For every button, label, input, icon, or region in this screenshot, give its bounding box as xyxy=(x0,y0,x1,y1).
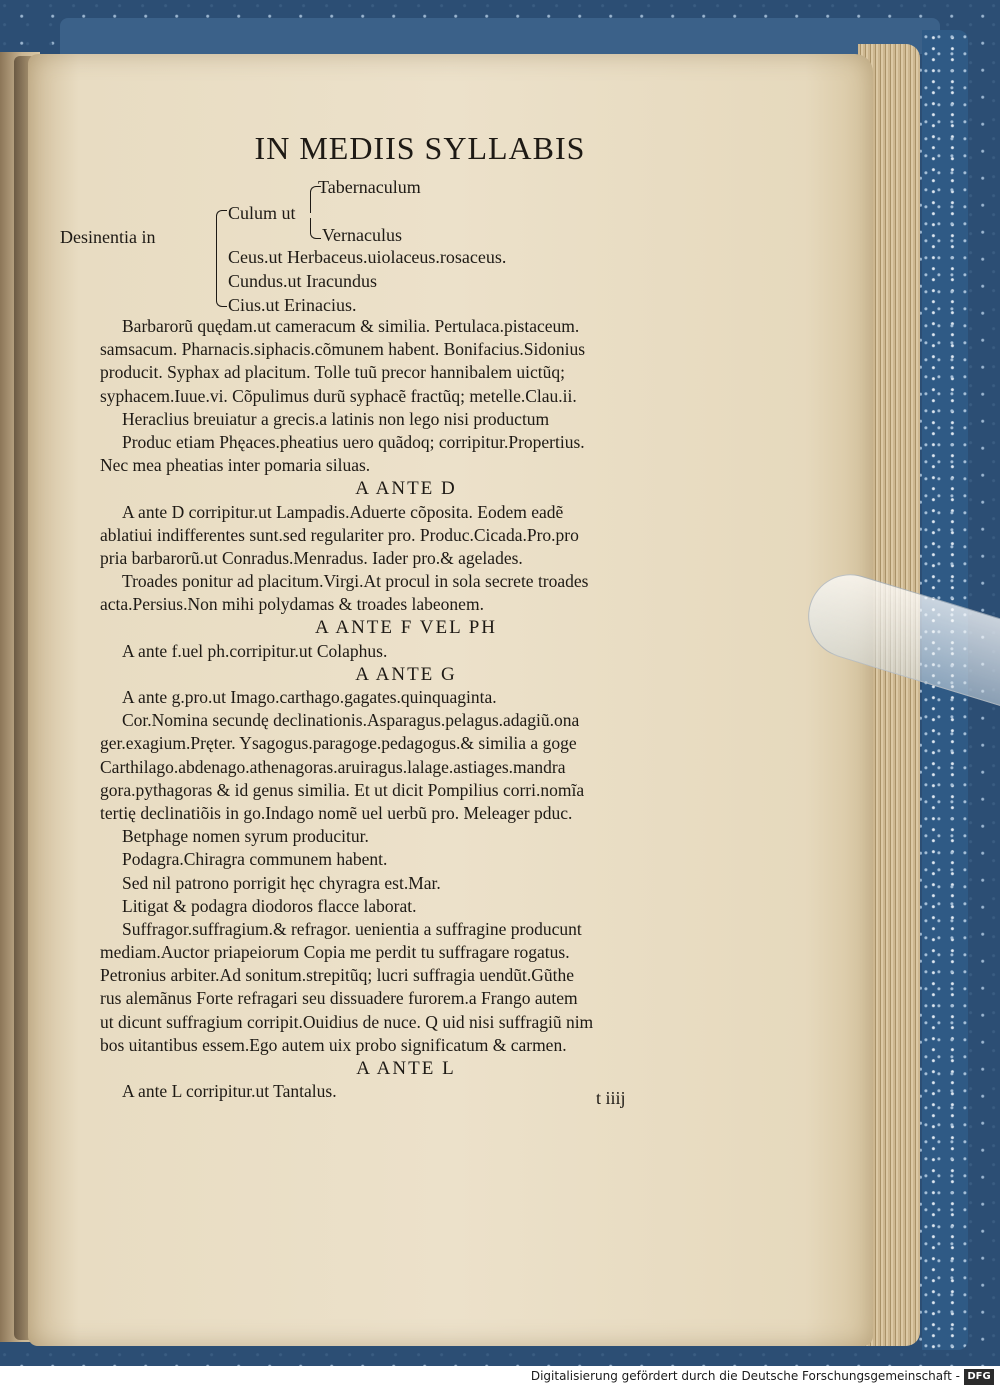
bracket-upper-top xyxy=(310,186,321,213)
footer-credit: Digitalisierung gefördert durch die Deutsche Forschungsgemeinschaft - xyxy=(530,1369,960,1383)
signature-mark: t iiij xyxy=(596,1088,626,1108)
text-line: Podagra.Chiragra communem habent. xyxy=(122,849,388,870)
text-line: A ante D corripitur.ut Lampadis.Aduerte cõposita. Eodem eadẽ xyxy=(122,501,564,522)
footer-bar xyxy=(0,1366,1000,1388)
text-line: Suffragor.suffragium.& refragor. uenientia a suffragine producunt xyxy=(122,918,582,939)
text-line: tertię declinatiõis in go.Indago nomẽ uel uerbũ pro. Meleager pduc. xyxy=(100,802,573,823)
section-heading: A ANTE L xyxy=(356,1058,456,1079)
bracket-main-bottom xyxy=(216,260,227,307)
text-line: pria barbarorũ.ut Conradus.Menradus. Iader pro.& agelades. xyxy=(100,547,523,568)
text-line: acta.Persius.Non mihi polydamas & troades labeonem. xyxy=(100,594,484,615)
text-line: Heraclius breuiatur a grecis.a latinis non lego nisi productum xyxy=(122,408,550,429)
text-line: Produc etiam Phęaces.pheatius uero quãdoq; corripitur.Propertius. xyxy=(122,431,585,452)
text-line: Troades ponitur ad placitum.Virgi.At procul in sola secrete troades xyxy=(122,571,589,592)
text-line: Petronius arbiter.Ad sonitum.strepitũq; lucri suffragia uendũt.Gũthe xyxy=(100,965,575,986)
text-line: Cor.Nomina secundę declinationis.Asparagus.pelagus.adagiũ.ona xyxy=(122,710,580,731)
scheme-root: Desinentia in xyxy=(60,227,156,247)
page-title: IN MEDIIS SYLLABIS xyxy=(254,130,586,166)
text-line: producit. Syphax ad placitum. Tolle tuũ precor hannibalem uictũq; xyxy=(100,362,566,383)
text-line: gora.pythagoras & id genus similia. Et ut dicit Pompilius corri.nomĩa xyxy=(100,779,585,800)
text-line: samsacum. Pharnacis.siphacis.cõmunem habent. Bonifacius.Sidonius xyxy=(100,339,586,360)
dfg-logo: DFG xyxy=(964,1369,994,1385)
text-line: rus alemãnus Forte refragari seu dissuadere furorem.a Frango autem xyxy=(100,988,578,1009)
text-line: Barbarorũ quędam.ut cameracum & similia. Pertulaca.pistaceum. xyxy=(122,316,580,336)
text-line: ablatiui indifferentes sunt.sed regulariter pro. Produc.Cicada.Pro.pro xyxy=(100,524,579,545)
text-line: Litigat & podagra diodoros flacce laborat. xyxy=(122,895,417,916)
text-line: A ante f.uel ph.corripitur.ut Colaphus. xyxy=(122,640,388,661)
text-line: Carthilago.abdenago.athenagoras.aruiragus.lalage.astiages.mandra xyxy=(100,756,566,777)
book-cover-top xyxy=(60,18,940,54)
section-heading: A ANTE D xyxy=(355,478,457,500)
scheme-vernaculus: Vernaculus xyxy=(322,225,402,245)
text-line: A ante L corripitur.ut Tantalus. xyxy=(122,1081,337,1102)
text-line: syphacem.Iuue.vi. Cõpulimus durũ syphacẽ fractũq; metelle.Clau.ii. xyxy=(100,385,577,406)
scheme-ceus: Ceus.ut Herbaceus.uiolaceus.rosaceus. xyxy=(228,247,507,267)
text-line: Nec mea pheatias inter pomaria siluas. xyxy=(100,455,371,476)
scheme-cundus: Cundus.ut Iracundus xyxy=(228,271,377,291)
bracket-main-top xyxy=(216,210,227,261)
section-heading: A ANTE G xyxy=(355,663,457,685)
scheme-cius: Cius.ut Erinacius. xyxy=(228,295,357,315)
bracket-upper-bottom xyxy=(310,218,321,239)
section-heading: A ANTE F VEL PH xyxy=(314,617,498,639)
body-text xyxy=(100,315,712,1103)
scheme-tabernaculum: Tabernaculum xyxy=(318,177,421,197)
text-line: mediam.Auctor priapeiorum Copia me perdit tu suffragare rogatus. xyxy=(100,942,570,963)
text-line: ut dicunt suffragium corripit.Ouidius de nuce. Q uid nisi suffragiũ nim xyxy=(100,1011,594,1032)
scheme-culum: Culum ut xyxy=(228,203,296,223)
text-line: Betphage nomen syrum producitur. xyxy=(122,826,369,847)
text-line: ger.exagium.Pręter. Ysagogus.paragoge.pedagogus.& similia a goge xyxy=(100,733,577,754)
text-line: Sed nil patrono porrigit hęc chyragra est.Mar. xyxy=(122,872,441,893)
text-line: A ante g.pro.ut Imago.carthago.gagates.quinquaginta. xyxy=(122,687,497,707)
page-text xyxy=(60,120,850,1120)
text-line: bos uitantibus essem.Ego autem uix probo significatum & carmen. xyxy=(100,1034,567,1055)
